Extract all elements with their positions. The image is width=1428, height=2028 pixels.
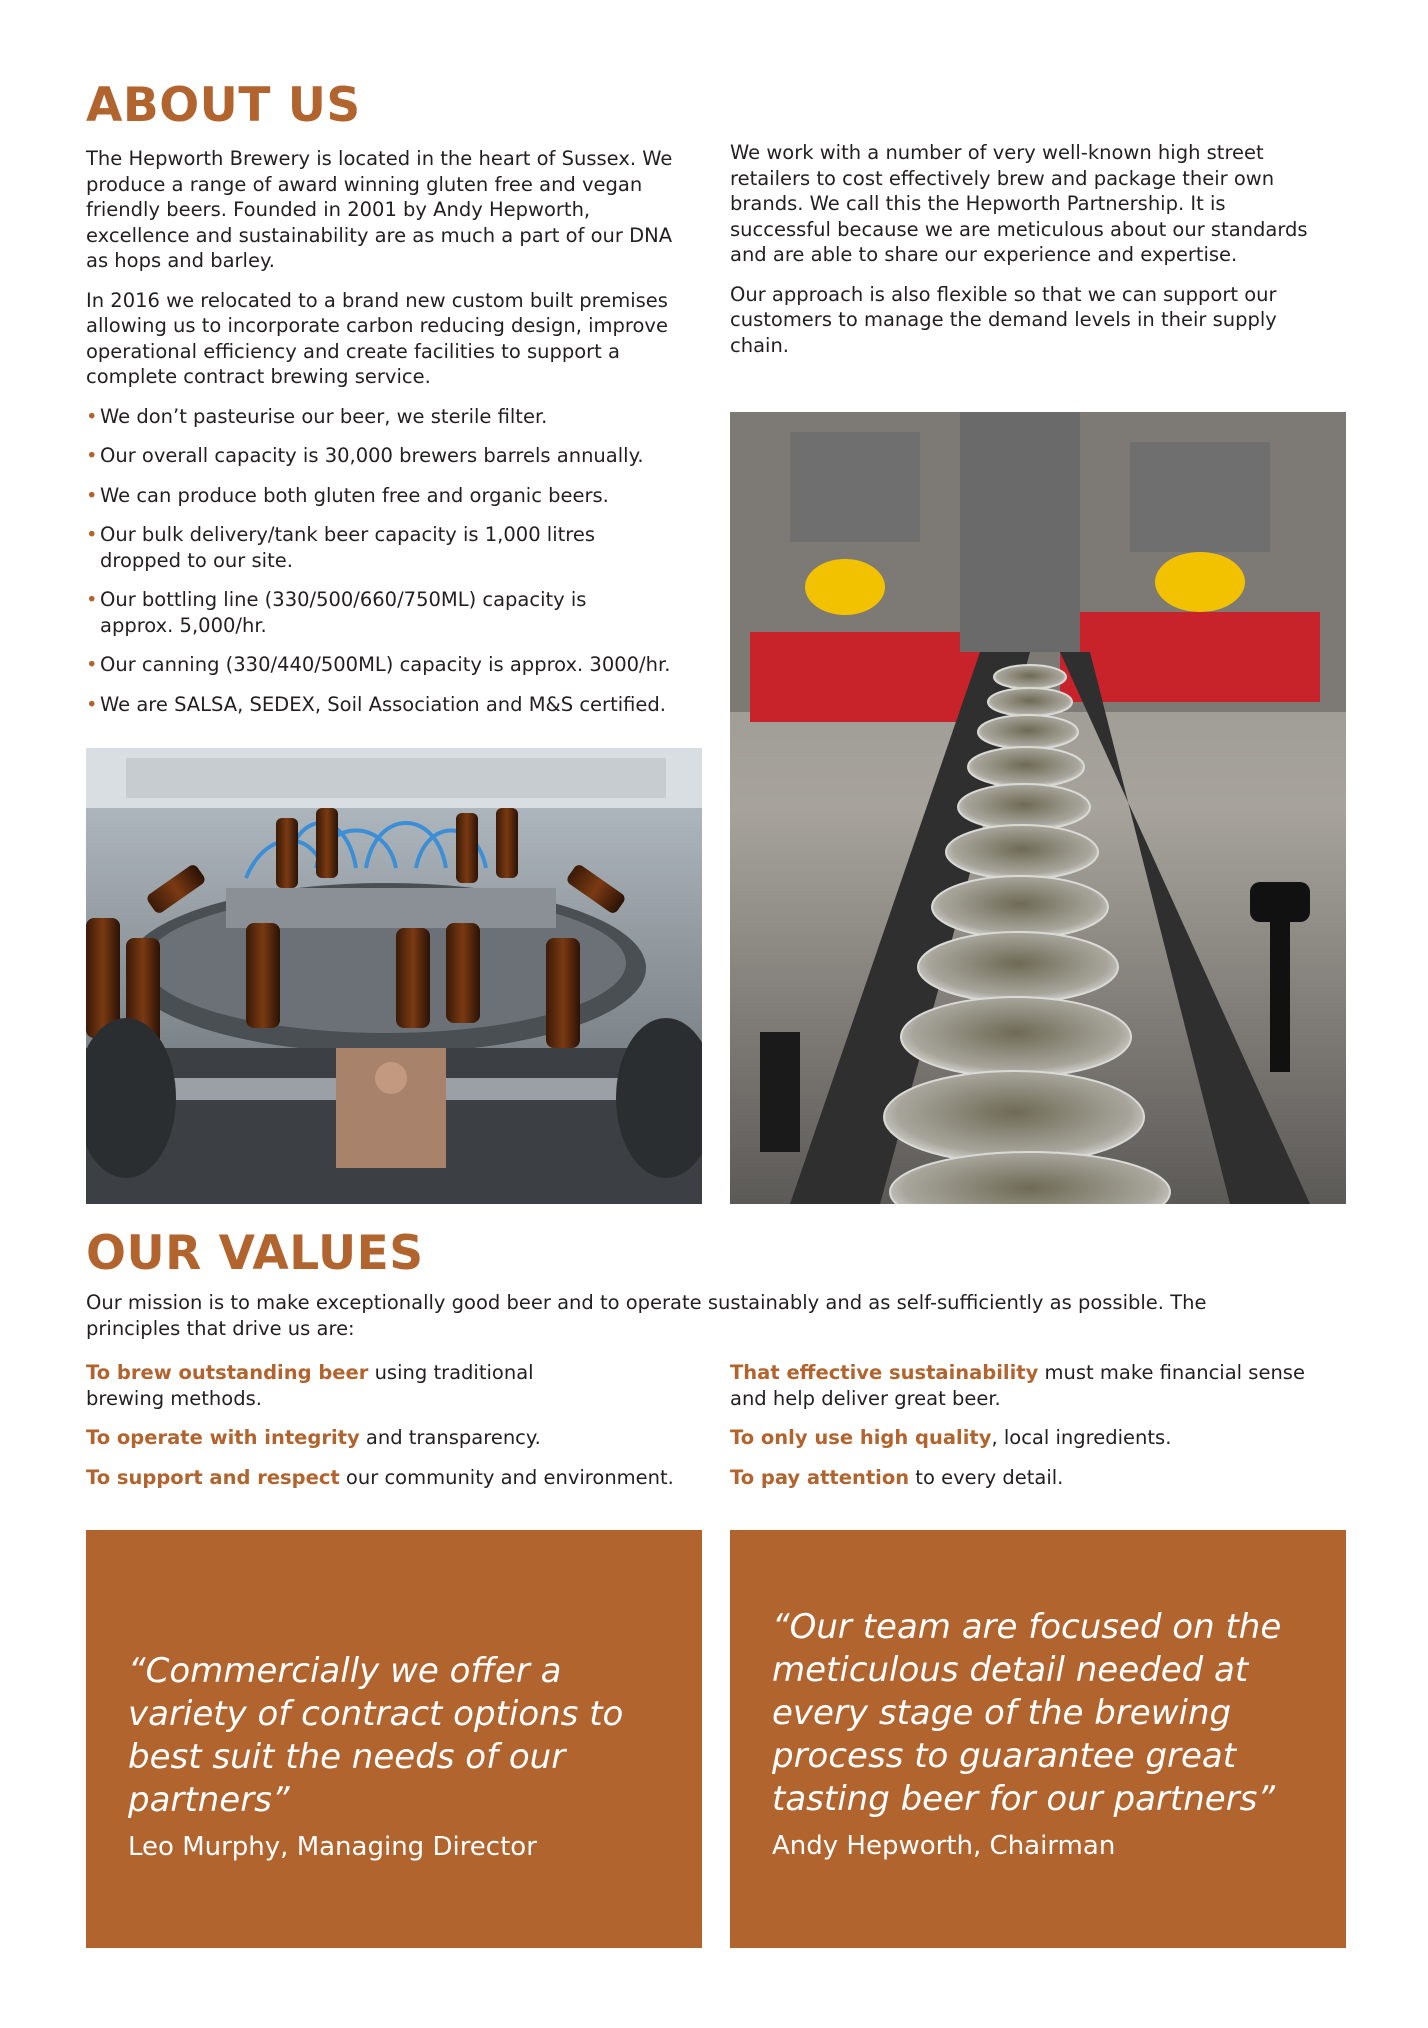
- values-heading: OUR VALUES: [86, 1226, 424, 1281]
- list-item: [86, 1465, 698, 1491]
- value-emphasis: To support and respect: [86, 1465, 340, 1489]
- quote-box-right: [730, 1530, 1346, 1948]
- quote-author: Andy Hepworth, Chairman: [772, 1831, 1116, 1861]
- bullet-icon: •: [86, 444, 98, 467]
- values-right-column: [730, 1360, 1346, 1504]
- about-right-column: [730, 140, 1320, 372]
- value-emphasis: To pay attention: [730, 1465, 910, 1489]
- quote-box-left: [86, 1530, 702, 1948]
- canning-line-photo: [730, 412, 1346, 1204]
- list-item: • Our overall capacity is 30,000 brewers barrels annually.: [86, 444, 644, 467]
- list-item: [86, 1360, 556, 1411]
- about-paragraph: We work with a number of very well-known high street retailers to cost effectively brew and package their own brands. We call this the Hepworth Partnership. It is successful because we are meticulous about our standards and are able to share our experience and expertise.: [730, 141, 1308, 266]
- list-item: • We are SALSA, SEDEX, Soil Association and M&S certified.: [86, 692, 666, 716]
- about-paragraph: Our approach is also flexible so that we can support our customers to manage the demand levels in their supply chain.: [730, 282, 1277, 357]
- about-left-column: [86, 146, 698, 731]
- value-text: and transparency.: [359, 1426, 541, 1449]
- list-item: [86, 1425, 698, 1451]
- value-emphasis: That effective sustainability: [730, 1361, 1039, 1384]
- value-emphasis: To brew outstanding beer: [86, 1361, 369, 1384]
- list-item: [730, 1465, 1346, 1491]
- value-emphasis: To operate with integrity: [86, 1426, 360, 1449]
- values-left-column: [86, 1360, 698, 1504]
- values-intro-text: Our mission is to make exceptionally good beer and to operate sustainably and as self-sufficiently as possible. The principles that drive us are:: [86, 1291, 1207, 1340]
- value-text: using traditional brewing methods.: [86, 1361, 534, 1410]
- bullet-icon: •: [86, 653, 98, 676]
- list-item: [730, 1360, 1330, 1411]
- list-item: • Our bulk delivery/tank beer capacity is 1,000 litres dropped to our site.: [86, 523, 596, 572]
- value-emphasis: To only use high quality: [730, 1426, 992, 1449]
- value-text: to every detail.: [909, 1465, 1064, 1489]
- value-text: must make financial sense and help deliver great beer.: [730, 1361, 1305, 1410]
- bullet-icon: •: [86, 523, 98, 546]
- bullet-icon: •: [86, 483, 98, 507]
- value-text: , local ingredients.: [991, 1426, 1172, 1449]
- list-item: [730, 1425, 1346, 1451]
- list-item: • We can produce both gluten free and organic beers.: [86, 483, 609, 507]
- bottling-machine-photo: [86, 748, 702, 1204]
- quote-author: Leo Murphy, Managing Director: [128, 1832, 537, 1862]
- value-text: our community and environment.: [339, 1465, 674, 1489]
- list-item: • Our bottling line (330/500/660/750ML) capacity is approx. 5,000/hr.: [86, 588, 587, 637]
- list-item: • Our canning (330/440/500ML) capacity is approx. 3000/hr.: [86, 653, 671, 676]
- list-item: • We don’t pasteurise our beer, we sterile filter.: [86, 404, 548, 428]
- quote-text: “Our team are focused on the meticulous detail needed at every stage of the brewing process to guarantee great tasting beer for our partners”: [772, 1607, 1282, 1819]
- bullet-icon: •: [86, 404, 98, 428]
- about-paragraph: In 2016 we relocated to a brand new custom built premises allowing us to incorporate carbon reducing design, improve operational efficiency and create facilities to support a complete contract brewing service.: [86, 288, 668, 388]
- capabilities-list: [86, 404, 698, 718]
- quote-text: “Commercially we offer a variety of contract options to best suit the needs of our partners”: [128, 1651, 624, 1820]
- about-paragraph: The Hepworth Brewery is located in the heart of Sussex. We produce a range of award winning gluten free and vegan friendly beers. Founded in 2001 by Andy Hepworth, excellence and sustainability are as much a part of our DNA as hops and barley.: [86, 147, 673, 272]
- bullet-icon: •: [86, 692, 98, 716]
- bullet-icon: •: [86, 588, 98, 611]
- about-heading: ABOUT US: [86, 78, 361, 133]
- values-intro: [86, 1290, 1346, 1355]
